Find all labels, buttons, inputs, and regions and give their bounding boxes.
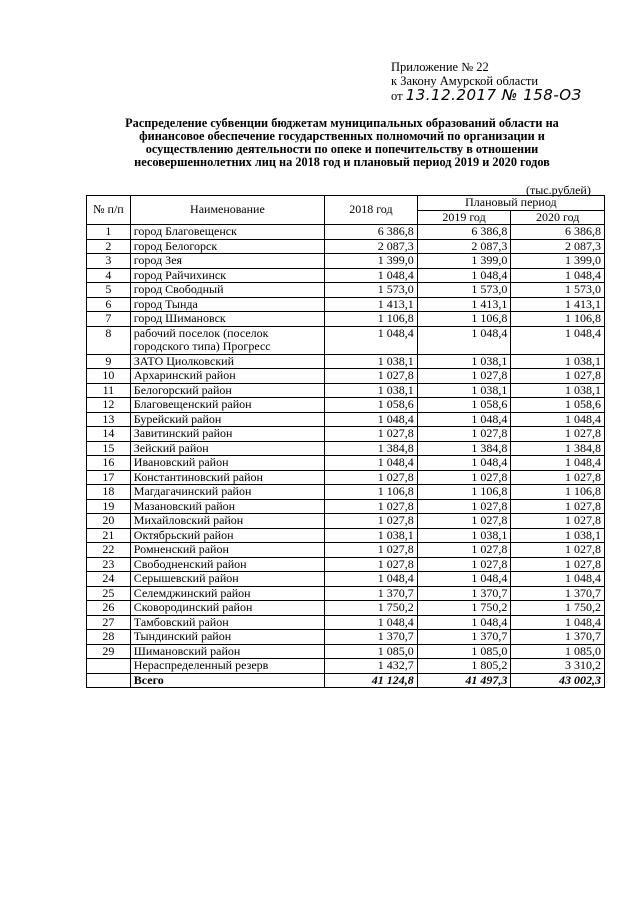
cell-y2018: 1 027,8 — [325, 499, 418, 514]
cell-num: 1 — [87, 225, 131, 240]
cell-num: 15 — [87, 441, 131, 456]
table-row — [87, 470, 605, 485]
cell-y2019: 1 805,2 — [417, 659, 511, 674]
cell-num: 3 — [87, 254, 131, 269]
cell-num: 11 — [87, 383, 131, 398]
cell-y2019: 1 038,1 — [417, 383, 511, 398]
cell-name: Магдагачинский район — [130, 485, 324, 500]
table-row — [87, 601, 605, 616]
table-row — [87, 354, 605, 369]
appendix-number: Приложение № 22 — [391, 60, 489, 74]
cell-y2018: 1 106,8 — [325, 485, 418, 500]
cell-y2020: 1 106,8 — [511, 485, 605, 500]
cell-y2018: 1 106,8 — [325, 312, 418, 327]
cell-name: ЗАТО Циолковский — [130, 354, 324, 369]
cell-y2019: 6 386,8 — [417, 225, 511, 240]
cell-y2019: 1 399,0 — [417, 254, 511, 269]
cell-y2020: 1 048,4 — [511, 456, 605, 471]
cell-y2020: 1 027,8 — [511, 543, 605, 558]
cell-name: Селемджинский район — [130, 586, 324, 601]
cell-name: Архаринский район — [130, 369, 324, 384]
cell-y2020: 3 310,2 — [511, 659, 605, 674]
header-plan-period: Плановый период — [417, 196, 604, 211]
cell-name: Сковородинский район — [130, 601, 324, 616]
table-row — [87, 586, 605, 601]
cell-y2018: 1 027,8 — [325, 470, 418, 485]
cell-y2019: 1 048,4 — [417, 456, 511, 471]
appendix-block — [391, 60, 582, 103]
table-row — [87, 659, 605, 674]
cell-y2020: 1 048,4 — [511, 615, 605, 630]
cell-y2019: 1 027,8 — [417, 427, 511, 442]
cell-y2020: 1 399,0 — [511, 254, 605, 269]
cell-y2018: 1 048,4 — [325, 456, 418, 471]
cell-name: Белогорский район — [130, 383, 324, 398]
cell-name: Бурейский район — [130, 412, 324, 427]
cell-y2019: 1 370,7 — [417, 630, 511, 645]
cell-y2018: 1 370,7 — [325, 630, 418, 645]
total-y2018: 41 124,8 — [325, 673, 418, 688]
cell-name: Нераспределенный резерв — [130, 659, 324, 674]
cell-y2019: 1 048,4 — [417, 615, 511, 630]
units-label: (тыс.рублей) — [526, 183, 591, 197]
table-row — [87, 615, 605, 630]
cell-y2020: 1 106,8 — [511, 312, 605, 327]
cell-name: город Тында — [130, 297, 324, 312]
table-row — [87, 456, 605, 471]
cell-name: город Белогорск — [130, 239, 324, 254]
cell-name: Серышевский район — [130, 572, 324, 587]
cell-name: Благовещенский район — [130, 398, 324, 413]
cell-name: Мазановский район — [130, 499, 324, 514]
cell-y2019: 1 106,8 — [417, 312, 511, 327]
cell-name: город Свободный — [130, 283, 324, 298]
cell-num: 12 — [87, 398, 131, 413]
table-row — [87, 485, 605, 500]
cell-num: 26 — [87, 601, 131, 616]
cell-y2018: 1 038,1 — [325, 354, 418, 369]
cell-name: город Благовещенск — [130, 225, 324, 240]
cell-y2020: 6 386,8 — [511, 225, 605, 240]
cell-name: город Зея — [130, 254, 324, 269]
cell-num: 27 — [87, 615, 131, 630]
cell-y2018: 1 038,1 — [325, 528, 418, 543]
total-row — [87, 673, 605, 688]
cell-num: 28 — [87, 630, 131, 645]
cell-y2018: 1 432,7 — [325, 659, 418, 674]
cell-num: 10 — [87, 369, 131, 384]
cell-name: Октябрьский район — [130, 528, 324, 543]
cell-y2020: 1 027,8 — [511, 470, 605, 485]
cell-num: 13 — [87, 412, 131, 427]
cell-num: 14 — [87, 427, 131, 442]
table-row — [87, 412, 605, 427]
cell-y2020: 1 370,7 — [511, 586, 605, 601]
cell-y2020: 1 038,1 — [511, 383, 605, 398]
cell-y2019: 1 106,8 — [417, 485, 511, 500]
cell-num: 23 — [87, 557, 131, 572]
cell-num: 4 — [87, 268, 131, 283]
cell-y2019: 1 048,4 — [417, 572, 511, 587]
cell-y2020: 1 027,8 — [511, 499, 605, 514]
cell-y2019: 1 038,1 — [417, 354, 511, 369]
cell-y2019: 1 750,2 — [417, 601, 511, 616]
cell-y2018: 1 027,8 — [325, 369, 418, 384]
cell-y2018: 1 048,4 — [325, 326, 418, 354]
cell-y2020: 1 048,4 — [511, 572, 605, 587]
cell-y2018: 1 027,8 — [325, 514, 418, 529]
cell-y2020: 1 027,8 — [511, 514, 605, 529]
header-2019: 2019 год — [417, 210, 511, 225]
cell-y2020: 1 085,0 — [511, 644, 605, 659]
cell-name: Шимановский район — [130, 644, 324, 659]
title-line: финансовое обеспечение государственных полномочий по организации и — [139, 129, 545, 143]
cell-y2018: 1 048,4 — [325, 572, 418, 587]
table-row — [87, 268, 605, 283]
handwritten-date-number: 13.12.2017 № 158-ОЗ — [405, 86, 582, 104]
header-num: № п/п — [87, 196, 131, 225]
cell-num: 5 — [87, 283, 131, 298]
cell-y2020: 2 087,3 — [511, 239, 605, 254]
cell-name: Тындинский район — [130, 630, 324, 645]
table-row — [87, 644, 605, 659]
table-header-row — [87, 196, 605, 211]
cell-y2019: 1 027,8 — [417, 514, 511, 529]
cell-y2018: 1 399,0 — [325, 254, 418, 269]
table-row — [87, 543, 605, 558]
cell-y2020: 1 038,1 — [511, 528, 605, 543]
cell-y2018: 1 027,8 — [325, 427, 418, 442]
header-2020: 2020 год — [511, 210, 605, 225]
cell-name: Михайловский район — [130, 514, 324, 529]
title-line: несовершеннолетних лиц на 2018 год и плановый период 2019 и 2020 годов — [134, 155, 550, 169]
cell-num: 18 — [87, 485, 131, 500]
cell-name: город Шимановск — [130, 312, 324, 327]
cell-num: 16 — [87, 456, 131, 471]
cell-num: 7 — [87, 312, 131, 327]
cell-num: 2 — [87, 239, 131, 254]
table-row — [87, 514, 605, 529]
cell-num: 17 — [87, 470, 131, 485]
cell-y2019: 1 370,7 — [417, 586, 511, 601]
header-2018: 2018 год — [325, 196, 418, 225]
table-row — [87, 326, 605, 354]
cell-num: 6 — [87, 297, 131, 312]
cell-num: 21 — [87, 528, 131, 543]
cell-y2019: 1 027,8 — [417, 499, 511, 514]
total-y2019: 41 497,3 — [417, 673, 511, 688]
cell-y2019: 1 413,1 — [417, 297, 511, 312]
title-line: осуществлению деятельности по опеке и попечительству в отношении — [145, 142, 539, 156]
cell-y2019: 1 085,0 — [417, 644, 511, 659]
cell-num: 8 — [87, 326, 131, 354]
table-row — [87, 427, 605, 442]
cell-num: 19 — [87, 499, 131, 514]
cell-y2018: 1 750,2 — [325, 601, 418, 616]
cell-num: 22 — [87, 543, 131, 558]
title-line: Распределение субвенции бюджетам муниципальных образований области на — [125, 116, 559, 130]
cell-y2019: 1 048,4 — [417, 326, 511, 354]
cell-y2020: 1 384,8 — [511, 441, 605, 456]
cell-num: 9 — [87, 354, 131, 369]
cell-num — [87, 659, 131, 674]
cell-y2019: 2 087,3 — [417, 239, 511, 254]
cell-y2018: 1 027,8 — [325, 543, 418, 558]
cell-name: Свободненский район — [130, 557, 324, 572]
cell-y2018: 1 370,7 — [325, 586, 418, 601]
cell-y2020: 1 573,0 — [511, 283, 605, 298]
header-name: Наименование — [130, 196, 324, 225]
cell-y2019: 1 027,8 — [417, 369, 511, 384]
cell-num: 24 — [87, 572, 131, 587]
cell-y2020: 1 048,4 — [511, 326, 605, 354]
cell-y2018: 1 027,8 — [325, 557, 418, 572]
cell-y2020: 1 027,8 — [511, 557, 605, 572]
cell-y2020: 1 048,4 — [511, 412, 605, 427]
cell-name: Ромненский район — [130, 543, 324, 558]
cell-y2018: 1 048,4 — [325, 615, 418, 630]
cell-y2019: 1 027,8 — [417, 543, 511, 558]
cell-y2020: 1 027,8 — [511, 369, 605, 384]
cell-y2019: 1 027,8 — [417, 557, 511, 572]
table-row — [87, 630, 605, 645]
table-row — [87, 528, 605, 543]
table-row — [87, 499, 605, 514]
cell-num — [87, 673, 131, 688]
table-row — [87, 225, 605, 240]
cell-y2020: 1 027,8 — [511, 427, 605, 442]
cell-y2018: 1 085,0 — [325, 644, 418, 659]
cell-y2019: 1 058,6 — [417, 398, 511, 413]
document-title — [86, 117, 598, 169]
table-row — [87, 557, 605, 572]
table-row — [87, 254, 605, 269]
cell-y2018: 2 087,3 — [325, 239, 418, 254]
table-row — [87, 441, 605, 456]
cell-y2018: 6 386,8 — [325, 225, 418, 240]
cell-y2018: 1 048,4 — [325, 412, 418, 427]
cell-y2020: 1 038,1 — [511, 354, 605, 369]
cell-name: рабочий поселок (поселок городского типа) Прогресс — [130, 326, 324, 354]
cell-y2020: 1 370,7 — [511, 630, 605, 645]
cell-name: Зейский район — [130, 441, 324, 456]
subvention-table — [86, 195, 605, 688]
cell-name: город Райчихинск — [130, 268, 324, 283]
cell-num: 25 — [87, 586, 131, 601]
cell-num: 20 — [87, 514, 131, 529]
cell-y2018: 1 384,8 — [325, 441, 418, 456]
cell-y2019: 1 384,8 — [417, 441, 511, 456]
cell-y2019: 1 573,0 — [417, 283, 511, 298]
cell-name: Ивановский район — [130, 456, 324, 471]
table-row — [87, 383, 605, 398]
cell-y2018: 1 038,1 — [325, 383, 418, 398]
cell-y2020: 1 058,6 — [511, 398, 605, 413]
cell-name: Завитинский район — [130, 427, 324, 442]
table-row — [87, 369, 605, 384]
table-row — [87, 283, 605, 298]
cell-y2020: 1 413,1 — [511, 297, 605, 312]
total-name: Всего — [130, 673, 324, 688]
cell-num: 29 — [87, 644, 131, 659]
cell-y2019: 1 027,8 — [417, 470, 511, 485]
table-row — [87, 297, 605, 312]
cell-y2019: 1 048,4 — [417, 412, 511, 427]
cell-y2018: 1 048,4 — [325, 268, 418, 283]
appendix-date-line — [391, 88, 582, 103]
table-row — [87, 312, 605, 327]
cell-y2018: 1 413,1 — [325, 297, 418, 312]
cell-y2018: 1 573,0 — [325, 283, 418, 298]
appendix-law: к Закону Амурской области — [391, 74, 539, 88]
cell-name: Константиновский район — [130, 470, 324, 485]
cell-y2019: 1 048,4 — [417, 268, 511, 283]
cell-y2020: 1 048,4 — [511, 268, 605, 283]
table-row — [87, 239, 605, 254]
cell-name: Тамбовский район — [130, 615, 324, 630]
cell-y2019: 1 038,1 — [417, 528, 511, 543]
cell-y2018: 1 058,6 — [325, 398, 418, 413]
appendix-date-prefix: от — [391, 89, 403, 103]
table-row — [87, 572, 605, 587]
table-row — [87, 398, 605, 413]
cell-y2020: 1 750,2 — [511, 601, 605, 616]
total-y2020: 43 002,3 — [511, 673, 605, 688]
